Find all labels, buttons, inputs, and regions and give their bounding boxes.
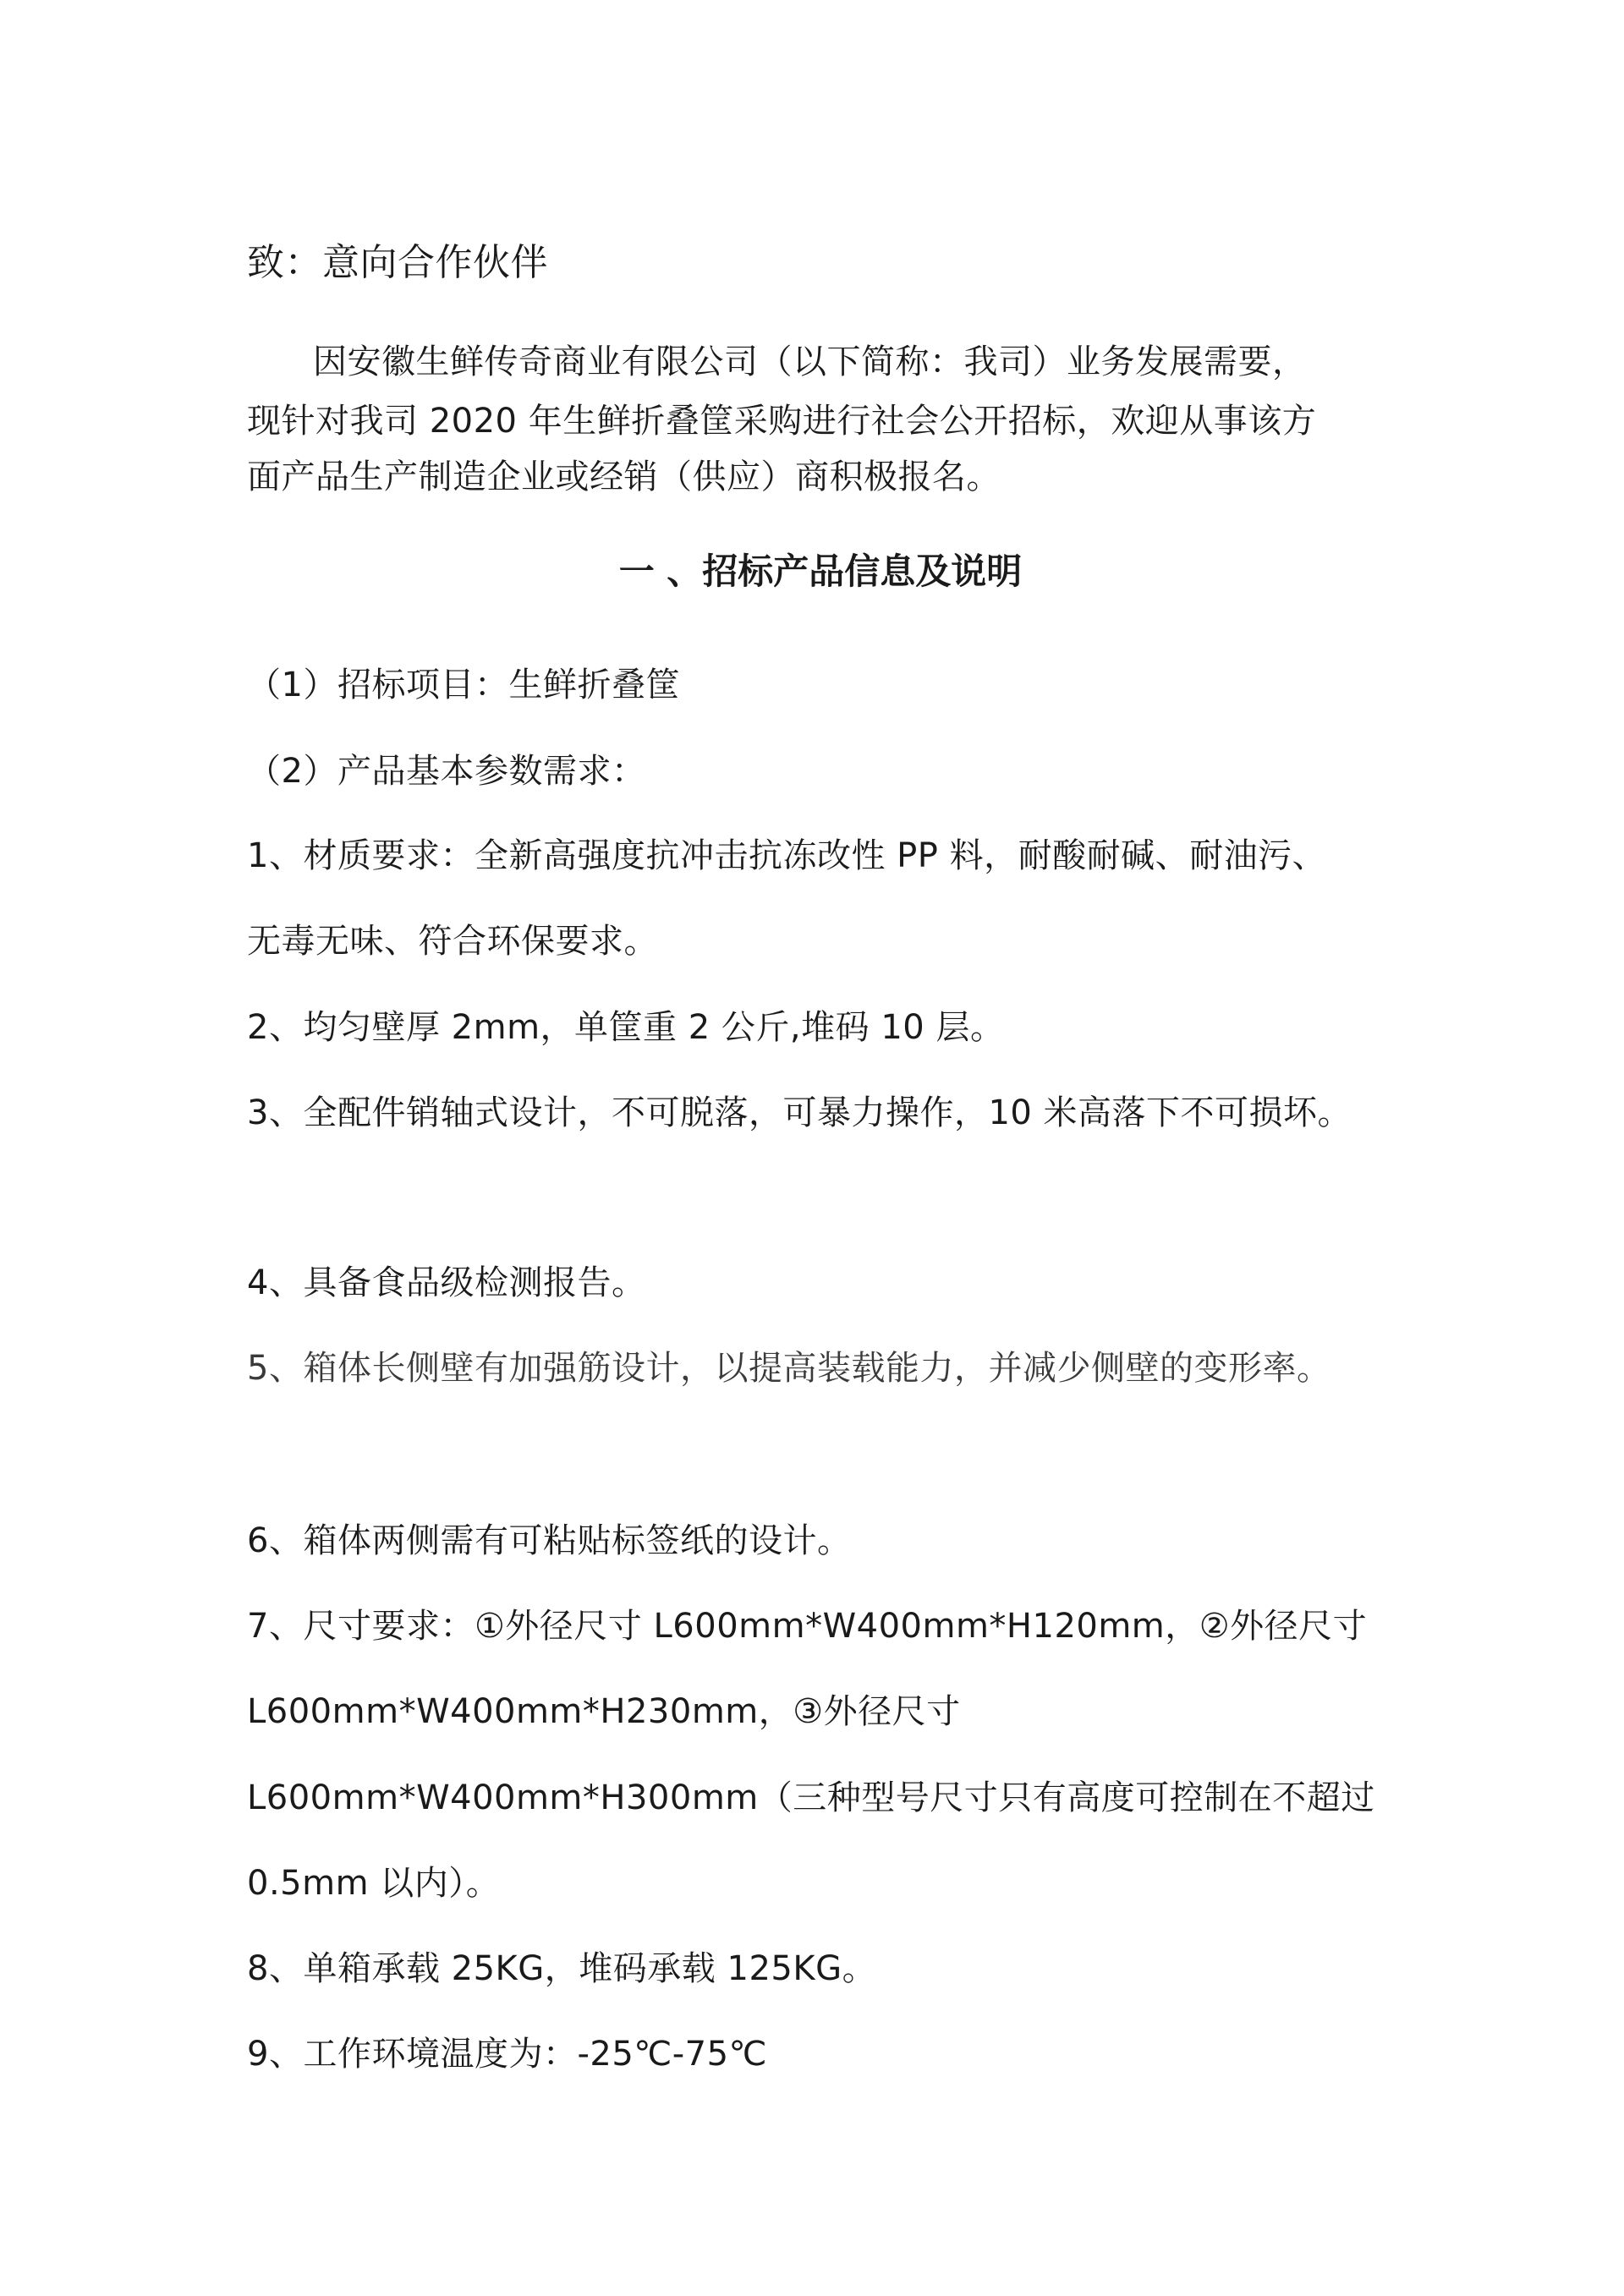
intro-paragraph-line: 面产品生产制造企业或经销（供应）商积极报名。 <box>247 458 1001 496</box>
requirement-item-1-continued: 无毒无味、符合环保要求。 <box>247 922 658 961</box>
requirement-item-9: 9、工作环境温度为：-25℃-75℃ <box>247 2035 767 2074</box>
requirement-item-7-continued: L600mm*W400mm*H230mm，③外径尺寸 <box>247 1692 961 1731</box>
section-heading: 一 、招标产品信息及说明 <box>618 551 1023 592</box>
params-line: （2）产品基本参数需求： <box>247 752 646 791</box>
requirement-item-2: 2、均匀壁厚 2mm，单筐重 2 公斤,堆码 10 层。 <box>247 1008 1005 1047</box>
requirement-item-6: 6、箱体两侧需有可粘贴标签纸的设计。 <box>247 1521 852 1560</box>
requirement-item-5: 5、箱体长侧壁有加强筋设计，以提高装载能力，并减少侧壁的变形率。 <box>247 1349 1331 1388</box>
requirement-item-1: 1、材质要求：全新高强度抗冲击抗冻改性 PP 料，耐酸耐碱、耐油污、 <box>247 836 1327 875</box>
requirement-item-7: 7、尺寸要求：①外径尺寸 L600mm*W400mm*H120mm，②外径尺寸 <box>247 1607 1368 1646</box>
project-line: （1）招标项目：生鲜折叠筐 <box>247 666 680 704</box>
requirement-item-8: 8、单箱承载 25KG，堆码承载 125KG。 <box>247 1949 877 1988</box>
intro-paragraph-line: 现针对我司 2020 年生鲜折叠筐采购进行社会公开招标，欢迎从事该方 <box>247 402 1317 441</box>
requirement-item-4: 4、具备食品级检测报告。 <box>247 1263 646 1302</box>
intro-paragraph-line: 因安徽生鲜传奇商业有限公司（以下简称：我司）业务发展需要， <box>313 342 1307 381</box>
salutation: 致：意向合作伙伴 <box>247 241 548 284</box>
requirement-item-7-continued: 0.5mm 以内）。 <box>247 1864 501 1903</box>
requirement-item-7-continued: L600mm*W400mm*H300mm（三种型号尺寸只有高度可控制在不超过 <box>247 1778 1375 1817</box>
requirement-item-3: 3、全配件销轴式设计，不可脱落，可暴力操作，10 米高落下不可损坏。 <box>247 1093 1352 1132</box>
